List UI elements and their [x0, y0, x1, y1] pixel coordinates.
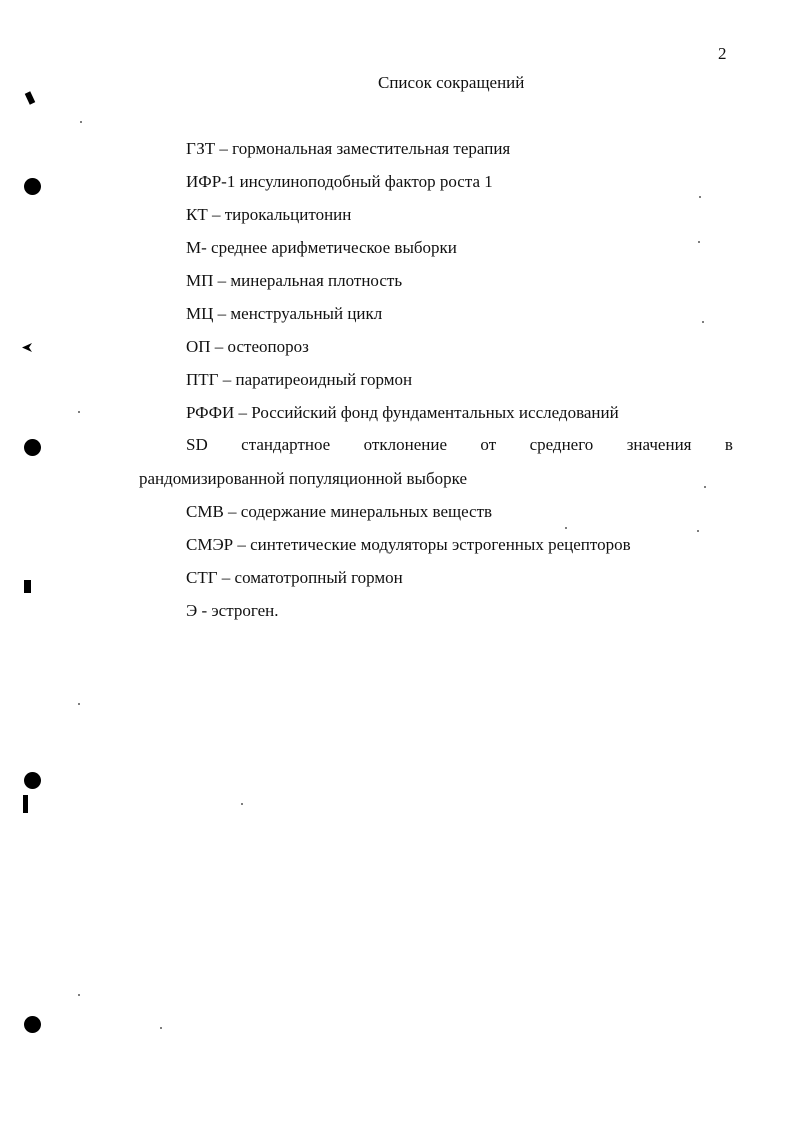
sd-entry-continuation: рандомизированной популяционной выборке: [139, 469, 467, 488]
abbreviation-entry: ИФР-1 инсулиноподобный фактор роста 1: [186, 172, 493, 191]
abbreviation-entry: СМЭР – синтетические модуляторы эстрогенных рецепторов: [186, 535, 631, 554]
abbreviation-entry: Э - эстроген.: [186, 601, 279, 620]
scan-speck: [699, 196, 701, 198]
binder-hole-icon: [24, 439, 41, 456]
abbreviation-entry: РФФИ – Российский фонд фундаментальных исследований: [186, 403, 619, 422]
scan-speck: [697, 530, 699, 532]
scan-speck: [704, 486, 706, 488]
scan-speck: [78, 994, 80, 996]
abbreviation-entry: М- среднее арифметическое выборки: [186, 238, 457, 257]
scan-speck: [78, 703, 80, 705]
sd-word: стандартное: [241, 435, 331, 454]
scan-speck: [78, 411, 80, 413]
scan-speck: [698, 241, 700, 243]
sd-word: в: [724, 435, 733, 454]
sd-entry-line: [186, 435, 733, 455]
margin-mark-icon: [23, 795, 28, 813]
binder-hole-icon: [24, 178, 41, 195]
margin-mark-icon: [25, 91, 36, 104]
abbreviation-entry: КТ – тирокальцитонин: [186, 205, 352, 224]
sd-word: от: [480, 435, 497, 454]
page-number: 2: [718, 44, 727, 63]
scan-speck: [160, 1027, 162, 1029]
abbreviation-entry: МП – минеральная плотность: [186, 271, 403, 290]
scan-speck: [80, 121, 82, 123]
abbreviation-entry: СМВ – содержание минеральных веществ: [186, 502, 493, 521]
sd-word: отклонение: [363, 435, 447, 454]
margin-mark-icon: [24, 580, 31, 593]
abbreviation-entry: ОП – остеопороз: [186, 337, 309, 356]
sd-word: среднего: [529, 435, 594, 454]
sd-word: SD: [186, 435, 208, 454]
margin-mark-icon: [22, 343, 32, 352]
abbreviation-entry: СТГ – соматотропный гормон: [186, 568, 403, 587]
scan-speck: [241, 803, 243, 805]
sd-word: значения: [626, 435, 692, 454]
scan-speck: [702, 321, 704, 323]
abbreviation-entry: МЦ – менструальный цикл: [186, 304, 383, 323]
abbreviation-entry: ГЗТ – гормональная заместительная терапия: [186, 139, 511, 158]
page-title: Список сокращений: [378, 73, 525, 92]
scan-speck: [565, 527, 567, 529]
binder-hole-icon: [24, 1016, 41, 1033]
abbreviation-entry: ПТГ – паратиреоидный гормон: [186, 370, 413, 389]
binder-hole-icon: [24, 772, 41, 789]
